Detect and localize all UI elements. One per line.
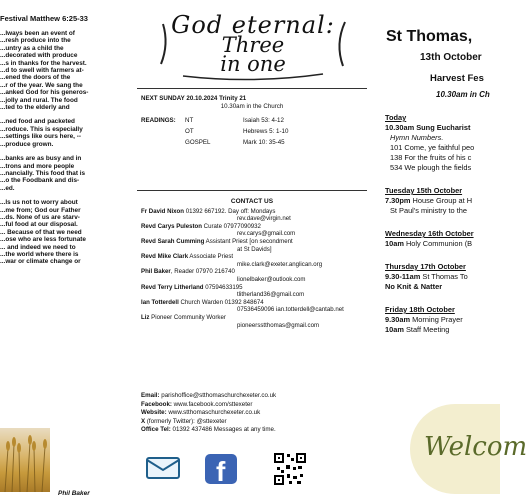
contact-name: Revd Carys Puleston — [141, 222, 202, 230]
contact-name: Revd Mike Clark — [141, 253, 189, 261]
contact-detail-value[interactable]: www.stthomaschurchexeter.co.uk — [166, 409, 261, 416]
schedule-event — [385, 272, 500, 281]
reflection-line: ...jolly and rural. The food — [0, 96, 78, 104]
welcome-text: Welcom — [424, 432, 527, 462]
schedule-event — [385, 123, 500, 132]
contact-line — [141, 268, 363, 276]
contact-info: Associate Priest — [188, 253, 234, 261]
contact-line — [141, 284, 363, 292]
contact-info: Assistant Priest [on secondment — [204, 237, 293, 245]
reading-type: GOSPEL — [185, 139, 211, 146]
god-eternal-logo — [143, 11, 363, 84]
right-column — [380, 0, 527, 500]
reading-type: OT — [185, 128, 194, 135]
event-text: Morning Prayer — [410, 315, 463, 324]
reflection-line: ...roduce. This is especially — [0, 125, 83, 133]
contact-line: lionelbaker@outlook.com — [237, 275, 306, 283]
contact-detail-line — [141, 401, 276, 410]
contact-info: , Reader 07970 216740 — [170, 268, 235, 276]
reflection-line: ...settings like ours here, -- — [0, 133, 81, 141]
reflection-line: ...ted to the elderly and — [0, 104, 70, 112]
contact-info: 07594633195 — [203, 283, 243, 291]
contacts — [141, 198, 363, 329]
contact-name: Liz — [141, 313, 150, 321]
logo-line-3: in one — [220, 52, 286, 76]
reflection-line: ...ls us not to worry about — [0, 199, 78, 207]
reflection-line: ...lways been an event of — [0, 30, 75, 37]
schedule-event — [385, 239, 500, 248]
welcome-banner — [410, 404, 527, 494]
schedule-event — [385, 133, 500, 142]
reflection-line: ...anked God for his generos- — [0, 89, 89, 97]
event-text: Holy Communion (B — [403, 239, 473, 248]
event-text: Staff Meeting — [403, 325, 450, 334]
reflection-line: ...r of the year. We sang the — [0, 81, 83, 89]
event-time: No Knit & Natter — [385, 282, 443, 291]
contact-line — [141, 223, 363, 231]
event-text: St Thomas To — [420, 272, 468, 281]
contact-detail-label: Facebook: — [141, 400, 172, 408]
left-column — [0, 0, 133, 500]
contact-detail-label: Office Tel: — [141, 426, 171, 433]
contact-detail-value[interactable]: 01392 437486 Messages at any time. — [170, 426, 276, 433]
reflection-line: ...ned food and packeted — [0, 118, 75, 126]
contact-info: Pioneer Community Worker — [149, 313, 226, 321]
readings — [141, 115, 288, 148]
contact-line — [141, 314, 363, 322]
weekly-schedule — [380, 113, 500, 334]
schedule-day: Thursday 17th October — [385, 262, 466, 271]
event-time: 10.30am Sung Eucharist — [385, 123, 471, 132]
schedule-event — [385, 163, 500, 172]
service-date: 13th October — [420, 52, 482, 63]
reading-type: NT — [185, 117, 194, 124]
contacts-heading: CONTACT US — [230, 198, 274, 205]
contact-line — [141, 208, 363, 216]
schedule-event — [385, 282, 500, 291]
reflection-line: ...resh produce into the — [0, 37, 71, 45]
reading-ref: Mark 10: 35-45 — [243, 139, 285, 146]
contact-detail-line — [141, 426, 276, 435]
contact-line: at St Davids] — [237, 245, 272, 253]
contact-line: rev.carys@gmail.com — [237, 230, 296, 238]
service-time: 10.30am in Ch — [436, 90, 490, 99]
schedule-event — [385, 325, 500, 334]
event-text: 138 For the fruits of his c — [390, 153, 472, 162]
contact-line — [141, 253, 363, 261]
event-time: 10am — [385, 325, 404, 334]
schedule-day: Wednesday 16th October — [385, 229, 474, 238]
reflection-line: ... Because of that we need — [0, 228, 82, 236]
contact-detail-value[interactable]: parishoffice@stthomaschurchexeter.co.uk — [159, 392, 277, 399]
reflection-line: ...ose who are less fortunate — [0, 236, 86, 244]
schedule-event — [385, 153, 500, 162]
schedule-event — [385, 196, 500, 205]
reflection-line: ...ds. None of us are starv- — [0, 213, 80, 221]
reflection-heading: Festival Matthew 6:25-33 — [0, 14, 88, 23]
contact-line: tlitherland36@gmail.com — [237, 291, 305, 299]
event-text: 534 We plough the fields — [390, 163, 472, 172]
logo-line-2: Three — [221, 33, 285, 57]
schedule-event — [385, 206, 500, 215]
contact-name: Ian Totterdell — [141, 298, 179, 306]
contact-detail-label: X — [141, 417, 146, 425]
contact-name: Revd Terry Litherland — [141, 283, 204, 291]
reading-ref: Hebrews 5: 1-10 — [243, 128, 289, 135]
reflection-line: ...d to swell with farmers at- — [0, 67, 84, 75]
svg-text:f: f — [216, 456, 226, 487]
reflection-line: ... and indeed we need to — [0, 243, 76, 251]
event-text: House Group at H — [410, 196, 473, 205]
contact-name: Fr David Nixon — [141, 207, 185, 215]
next-sunday-subtitle: 10.30am in the Church — [220, 103, 284, 110]
divider — [137, 190, 367, 191]
schedule-day: Tuesday 15th October — [385, 186, 463, 195]
event-time: 9.30-11am — [385, 272, 421, 281]
reflection-line: ...the world where there is — [0, 250, 79, 258]
contact-line — [141, 238, 363, 246]
event-text: St Paul's ministry to the — [390, 206, 467, 215]
schedule-event — [385, 315, 500, 324]
divider — [137, 88, 367, 89]
reflection-line: ...banks are as busy and in — [0, 155, 82, 163]
contact-name: Revd Sarah Cumming — [141, 237, 205, 245]
reflection-line: ...untry as a child the — [0, 44, 64, 52]
contact-info: Curate 07977090932 — [201, 222, 261, 230]
reflection-line: ...ened the doors of the — [0, 74, 71, 82]
contact-detail-value[interactable]: www.facebook.com/sttexeter — [171, 400, 253, 408]
email-icon[interactable] — [145, 452, 183, 482]
contact-detail-line — [141, 392, 276, 401]
event-time: 9.30am — [385, 315, 411, 324]
reflection-line: ...me from; God our Father — [0, 206, 81, 214]
reading-ref: Isaiah 53: 4-12 — [243, 117, 284, 124]
logo-line-1: God eternal: — [171, 11, 335, 39]
reflection-line: ...ful food at our disposal. — [0, 221, 78, 229]
reflection-line: ...o the Foodbank and dis- — [0, 177, 80, 185]
contact-detail-label: Email: — [141, 392, 160, 399]
contact-line: rev.dave@virgin.net — [237, 215, 291, 223]
reflection-line: ...war or climate change or — [0, 258, 81, 266]
contact-details — [141, 392, 276, 435]
reflection-line: ...ed. — [0, 184, 15, 192]
event-text: Hymn Numbers. — [390, 133, 444, 142]
wheat-field-photo — [0, 428, 50, 492]
reflection-line: ...decorated with produce — [0, 52, 78, 60]
contact-detail-line — [141, 409, 276, 418]
middle-column — [137, 0, 367, 500]
contact-info: 01392 667192. Day off: Mondays — [184, 207, 276, 215]
reflection-text — [0, 30, 133, 266]
event-time: 10am — [385, 239, 404, 248]
contact-detail-value[interactable]: (formerly Twitter): @sttexeter — [145, 417, 227, 425]
event-time: 7.30pm — [385, 196, 411, 205]
reflection-line: ...produce grown. — [0, 140, 54, 148]
reflection-line: ...s in thanks for the harvest. — [0, 59, 87, 67]
contact-line: mike.clark@exeter.anglican.org — [237, 260, 323, 268]
contact-line — [141, 299, 363, 307]
contact-detail-line — [141, 418, 276, 427]
schedule-day: Today — [385, 113, 407, 122]
reflection-line: ...nancially. This food that is — [0, 169, 86, 177]
service-name: Harvest Fes — [430, 73, 484, 84]
readings-label: READINGS: — [141, 117, 176, 124]
contact-line: pioneersstthomas@gmail.com — [237, 321, 320, 329]
schedule-day: Friday 18th October — [385, 305, 455, 314]
contact-icons — [145, 452, 360, 492]
contact-line: 07536459096 ian.totterdell@cantab.net — [237, 306, 344, 314]
contact-info: Church Warden 01392 848674 — [178, 298, 264, 306]
event-text: 101 Come, ye faithful peo — [390, 143, 475, 152]
signature: Phil Baker — [58, 490, 90, 497]
qr-code-icon[interactable] — [273, 452, 307, 486]
next-sunday-title: NEXT SUNDAY 20.10.2024 Trinity 21 — [141, 95, 247, 102]
reflection-line: ...trons and more people — [0, 162, 75, 170]
church-title: St Thomas, — [386, 28, 473, 45]
contact-detail-label: Website: — [141, 409, 167, 416]
schedule-event — [385, 143, 500, 152]
facebook-icon[interactable] — [203, 452, 241, 486]
contact-name: Phil Baker — [141, 268, 171, 276]
